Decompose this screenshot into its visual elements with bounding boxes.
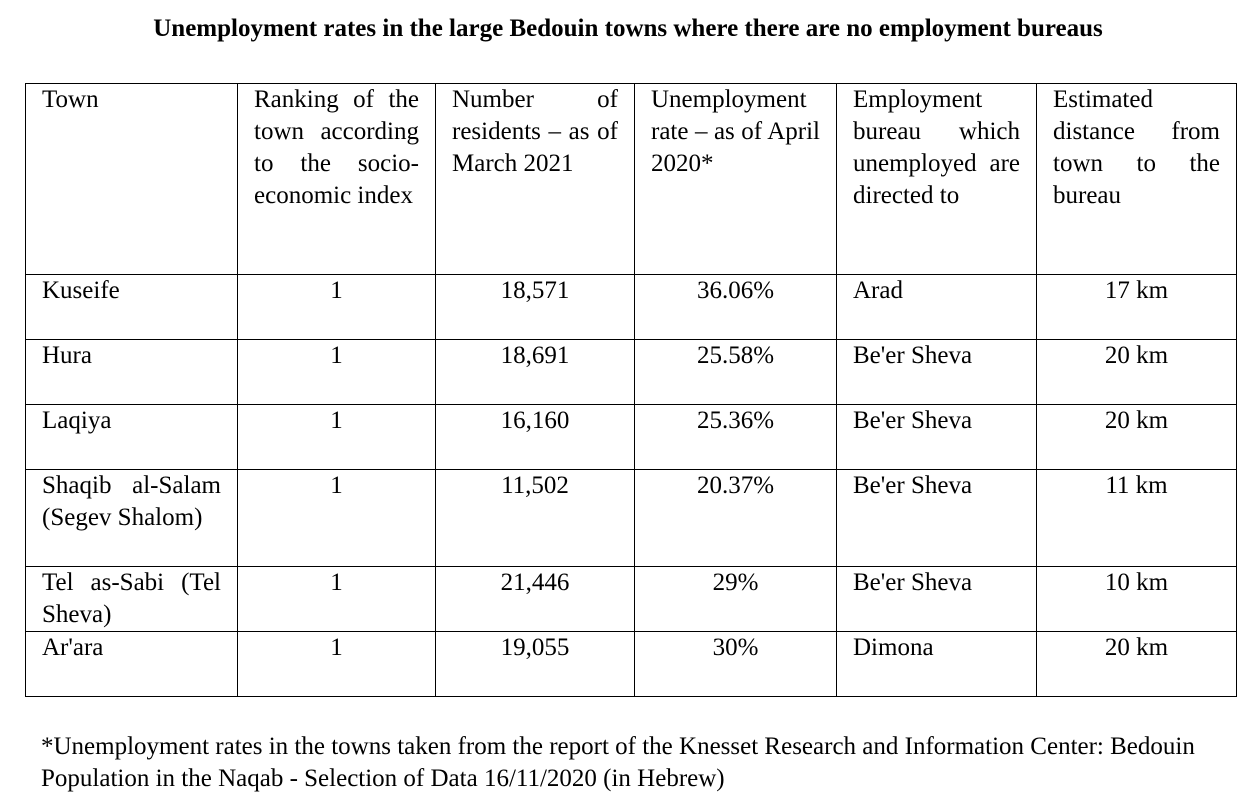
- cell-town: Shaqib al-Salam (Segev Shalom): [26, 470, 238, 567]
- cell-bureau: Be'er Sheva: [837, 340, 1037, 405]
- cell-residents: 16,160: [436, 405, 635, 470]
- table-row: [26, 340, 1237, 405]
- cell-rank: 1: [238, 632, 436, 697]
- footnote: *Unemployment rates in the towns taken from the report of the Knesset Research and Information Center: Bedouin Population in the Naqab - Selection of Data 16/11/2020 (in Hebrew): [41, 733, 1195, 792]
- cell-bureau: Be'er Sheva: [837, 405, 1037, 470]
- cell-town: Kuseife: [26, 275, 238, 340]
- cell-rank: 1: [238, 470, 436, 567]
- cell-bureau: Dimona: [837, 632, 1037, 697]
- cell-distance: 11 km: [1037, 470, 1237, 567]
- table-row: [26, 567, 1237, 632]
- header-distance: Estimated distance from town to the bureau: [1037, 84, 1237, 275]
- cell-residents: 11,502: [436, 470, 635, 567]
- unemployment-table: [25, 83, 1237, 697]
- cell-rate: 25.36%: [635, 405, 837, 470]
- cell-rank: 1: [238, 340, 436, 405]
- cell-distance: 20 km: [1037, 632, 1237, 697]
- table-row: [26, 470, 1237, 567]
- header-employment-bureau: Employment bureau which unemployed are directed to: [837, 84, 1037, 275]
- cell-rank: 1: [238, 275, 436, 340]
- header-ranking: Ranking of the town according to the socio-economic index: [238, 84, 436, 275]
- cell-bureau: Be'er Sheva: [837, 567, 1037, 632]
- cell-distance: 10 km: [1037, 567, 1237, 632]
- cell-residents: 19,055: [436, 632, 635, 697]
- cell-rate: 29%: [635, 567, 837, 632]
- cell-rate: 30%: [635, 632, 837, 697]
- cell-rate: 36.06%: [635, 275, 837, 340]
- table-row: [26, 632, 1237, 697]
- cell-rank: 1: [238, 567, 436, 632]
- cell-residents: 21,446: [436, 567, 635, 632]
- cell-distance: 17 km: [1037, 275, 1237, 340]
- cell-residents: 18,571: [436, 275, 635, 340]
- table-header-row: [26, 84, 1237, 275]
- cell-bureau: Be'er Sheva: [837, 470, 1037, 567]
- cell-rate: 25.58%: [635, 340, 837, 405]
- cell-residents: 18,691: [436, 340, 635, 405]
- header-town: Town: [26, 84, 238, 275]
- header-unemployment-rate: Unemployment rate – as of April 2020*: [635, 84, 837, 275]
- cell-distance: 20 km: [1037, 340, 1237, 405]
- cell-rank: 1: [238, 405, 436, 470]
- table-row: [26, 405, 1237, 470]
- cell-bureau: Arad: [837, 275, 1037, 340]
- header-residents: Number of residents – as of March 2021: [436, 84, 635, 275]
- table-row: [26, 275, 1237, 340]
- cell-town: Hura: [26, 340, 238, 405]
- cell-town: Ar'ara: [26, 632, 238, 697]
- cell-town: Laqiya: [26, 405, 238, 470]
- cell-town: Tel as-Sabi (Tel Sheva): [26, 567, 238, 632]
- document-title: Unemployment rates in the large Bedouin towns where there are no employment bureaus: [153, 15, 1103, 42]
- cell-rate: 20.37%: [635, 470, 837, 567]
- cell-distance: 20 km: [1037, 405, 1237, 470]
